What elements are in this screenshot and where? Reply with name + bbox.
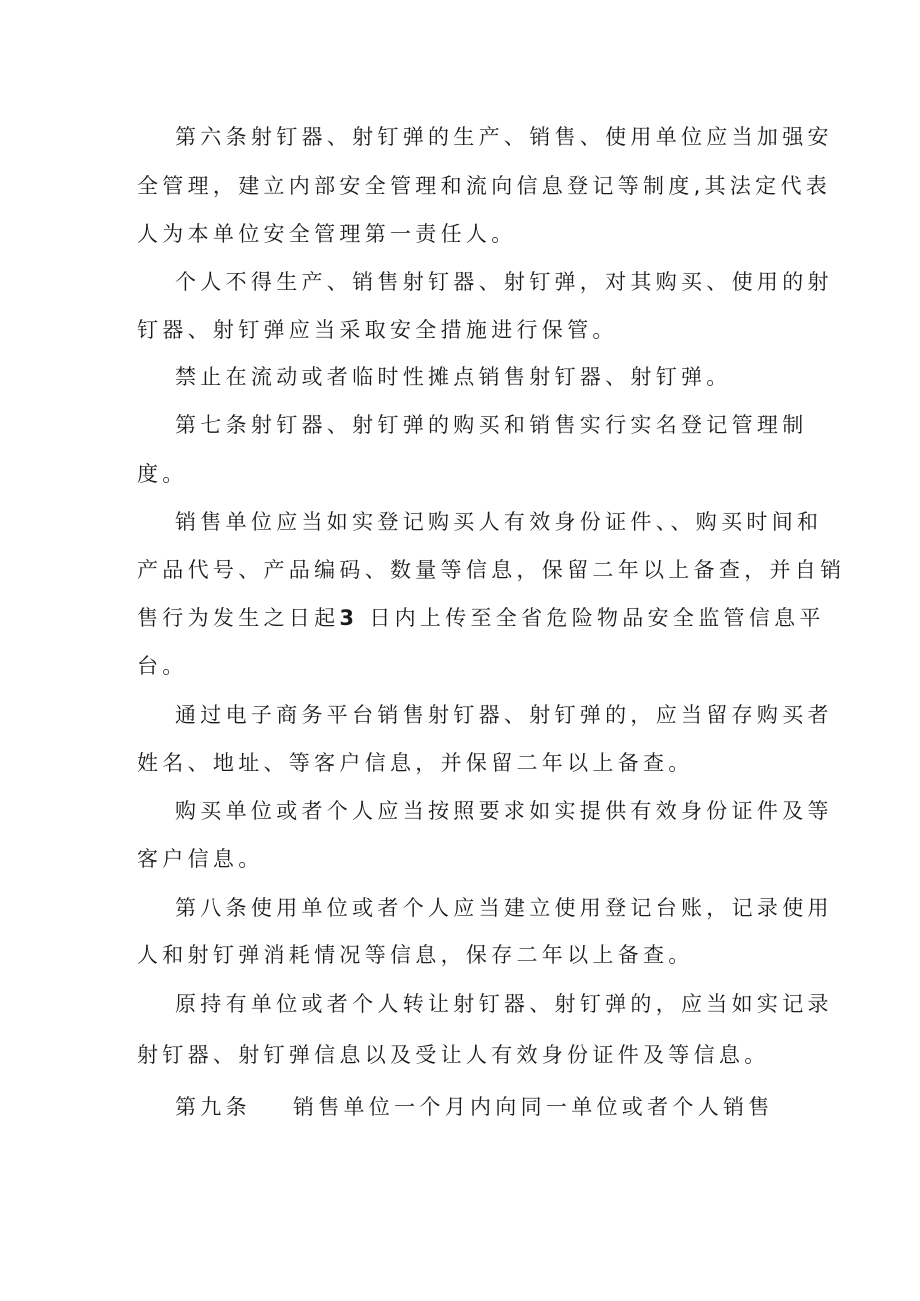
paragraph-line: [175, 1092, 825, 1122]
paragraph-line: 原持有单位或者个人转让射钉器、射钉弹的，应当如实记录: [175, 992, 833, 1016]
paragraph-line: 第七条射钉器、射钉弹的购买和销售实行实名登记管理制: [175, 413, 808, 437]
paragraph-line: 购买单位或者个人应当按照要求如实提供有效身份证件及等: [175, 799, 833, 823]
paragraph-line: 人为本单位安全管理第一责任人。: [137, 222, 517, 246]
paragraph-line-part: 销售单位一个月内向同一单位或者个人销售: [292, 1095, 774, 1119]
paragraph-line: 客户信息。: [137, 847, 264, 871]
paragraph-line: 度。: [137, 462, 188, 486]
paragraph-line: 产品代号、产品编码、数量等信息，保留二年以上备查，并自销: [137, 558, 846, 582]
days-number: 3: [339, 606, 359, 630]
paragraph-line: 禁止在流动或者临时性摊点销售射钉器、射钉弹。: [175, 365, 732, 389]
paragraph-line-part: 日内上传至全省危险物品安全监管信息平: [369, 606, 825, 630]
paragraph-line: 全管理，建立内部安全管理和流向信息登记等制度,其法定代表: [137, 174, 832, 198]
paragraph-line: 销售单位应当如实登记购买人有效身份证件、、购买时间和: [175, 510, 823, 534]
paragraph-line: 第六条射钉器、射钉弹的生产、销售、使用单位应当加强安: [175, 125, 833, 149]
paragraph-line: 个人不得生产、销售射钉器、射钉弹，对其购买、使用的射: [175, 270, 833, 294]
article-heading: 第九条: [175, 1095, 251, 1119]
paragraph-line-part: 售行为发生之日起: [137, 606, 340, 630]
paragraph-line: [137, 603, 825, 633]
paragraph-line: 钉器、射钉弹应当采取安全措施进行保管。: [137, 318, 618, 342]
paragraph-line: 台。: [137, 654, 188, 678]
paragraph-line: 通过电子商务平台销售射钉器、射钉弹的，应当留存购买者: [175, 703, 833, 727]
paragraph-line: 第八条使用单位或者个人应当建立使用登记台账，记录使用: [175, 896, 833, 920]
paragraph-line: 射钉器、射钉弹信息以及受让人有效身份证件及等信息。: [137, 1043, 770, 1067]
paragraph-line: 姓名、地址、等客户信息，并保留二年以上备查。: [137, 751, 694, 775]
paragraph-line: 人和射钉弹消耗情况等信息，保存二年以上备查。: [137, 943, 694, 967]
